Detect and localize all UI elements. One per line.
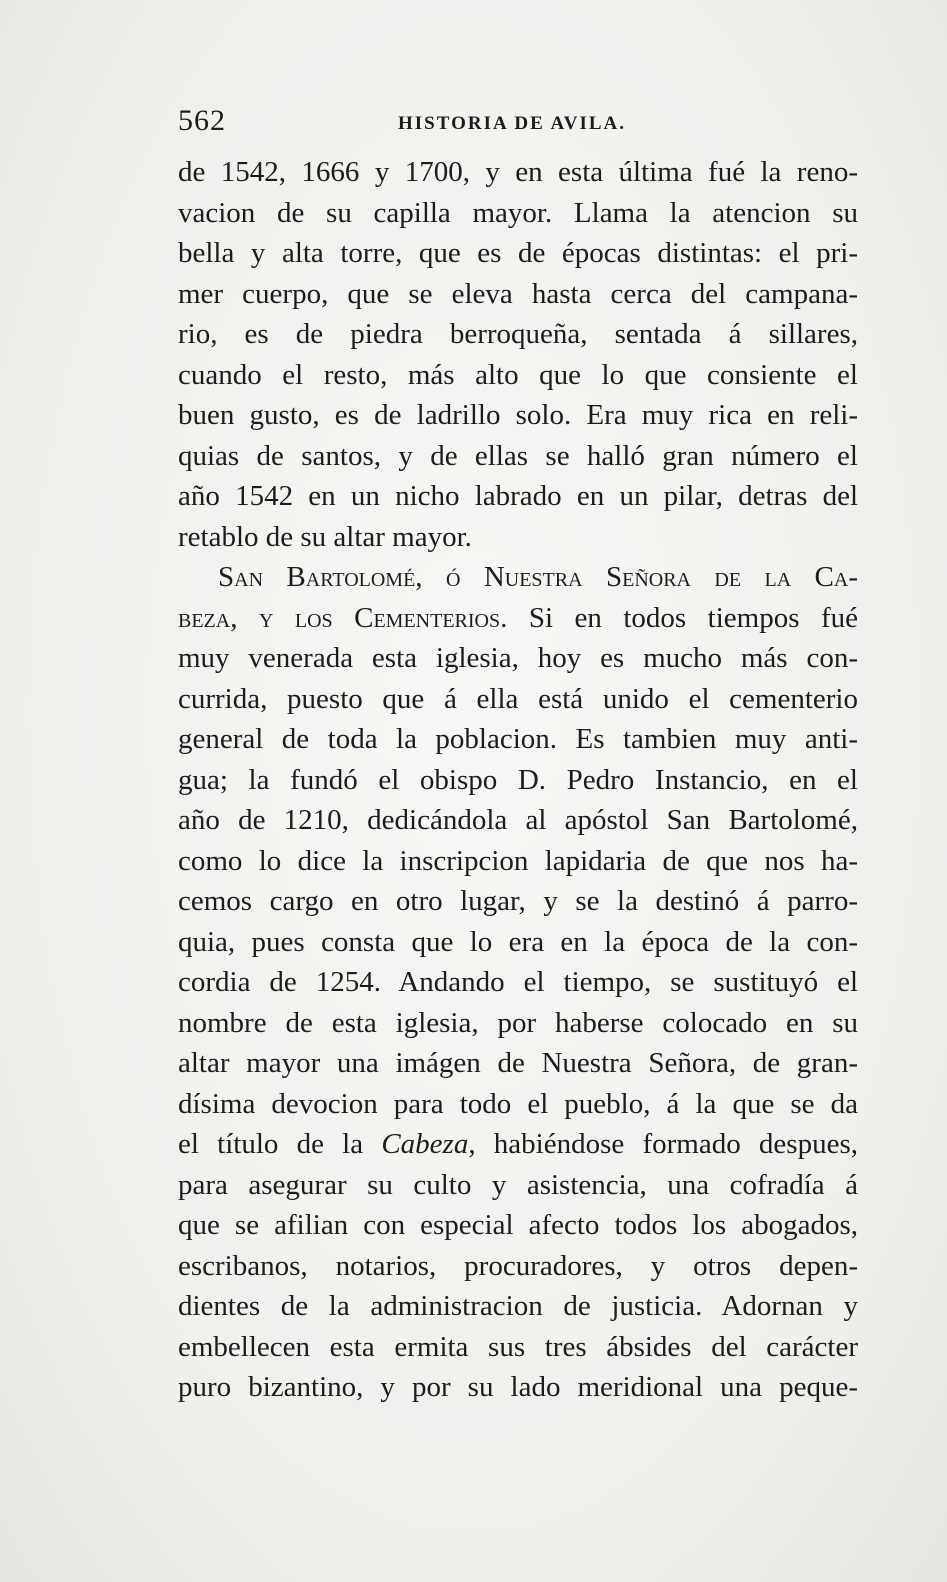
text-line: que se afilian con especial afecto todos los abogados, bbox=[178, 1209, 858, 1241]
text-line: año de 1210, dedicándola al apóstol San Bartolomé, bbox=[178, 804, 858, 836]
text-fragment: , habiéndose formado despues, bbox=[468, 1128, 858, 1160]
text-line: escribanos, notarios, procuradores, y otros depen- bbox=[178, 1249, 858, 1282]
text-line: altar mayor una imágen de Nuestra Señora, de gran- bbox=[178, 1047, 858, 1079]
text-line: vacion de su capilla mayor. Llama la atencion su bbox=[178, 196, 858, 229]
text-line: dísima devocion para todo el pueblo, á la que se da bbox=[178, 1087, 858, 1120]
text-line: como lo dice la inscripcion lapidaria de que nos ha- bbox=[178, 844, 858, 877]
italic-word: Cabeza bbox=[381, 1128, 469, 1160]
text-line: rio, es de piedra berroqueña, sentada á sillares, bbox=[178, 318, 858, 350]
page-number: 562 bbox=[178, 104, 226, 137]
section-heading: San Bartolomé, ó Nuestra Señora de la Ca- bbox=[218, 561, 858, 593]
running-title: HISTORIA DE AVILA. bbox=[398, 113, 627, 134]
text-line bbox=[178, 598, 858, 639]
text-line: cordia de 1254. Andando el tiempo, se sustituyó el bbox=[178, 966, 858, 998]
text-line: muy venerada esta iglesia, hoy es mucho más con- bbox=[178, 642, 858, 674]
text-line: general de toda la poblacion. Es tambien muy anti- bbox=[178, 723, 858, 755]
text-line: cuando el resto, más alto que lo que consiente el bbox=[178, 358, 858, 391]
text-fragment: el título de la bbox=[178, 1128, 382, 1160]
body-text bbox=[178, 152, 858, 1408]
text-line bbox=[178, 1124, 858, 1165]
text-line: de 1542, 1666 y 1700, y en esta última fué la reno- bbox=[178, 156, 858, 188]
text-line: puro bizantino, y por su lado meridional una peque- bbox=[178, 1371, 858, 1403]
text-line: nombre de esta iglesia, por haberse colocado en su bbox=[178, 1006, 858, 1039]
text-line: quia, pues consta que lo era en la época de la con- bbox=[178, 925, 858, 958]
page-header bbox=[178, 104, 858, 144]
text-line: quias de santos, y de ellas se halló gran número el bbox=[178, 439, 858, 472]
text-line: embellecen esta ermita sus tres ábsides del carácter bbox=[178, 1330, 858, 1363]
text-fragment: Si en todos tiempos fué bbox=[528, 601, 859, 634]
text-line: mer cuerpo, que se eleva hasta cerca del campana- bbox=[178, 277, 858, 310]
text-line: currida, puesto que á ella está unido el cementerio bbox=[178, 682, 858, 715]
text-line: dientes de la administracion de justicia. Adornan y bbox=[178, 1290, 858, 1322]
text-line: buen gusto, es de ladrillo solo. Era muy rica en reli- bbox=[178, 399, 858, 431]
text-line: para asegurar su culto y asistencia, una cofradía á bbox=[178, 1168, 858, 1201]
text-line: cemos cargo en otro lugar, y se la destinó á parro- bbox=[178, 885, 858, 917]
text-line: bella y alta torre, que es de épocas distintas: el pri- bbox=[178, 237, 858, 269]
text-line: año 1542 en un nicho labrado en un pilar, detras del bbox=[178, 480, 858, 512]
text-line: gua; la fundó el obispo D. Pedro Instancio, en el bbox=[178, 763, 858, 796]
text-line: retablo de su altar mayor. bbox=[178, 520, 472, 553]
section-heading-cont: beza, y los Cementerios. bbox=[178, 601, 508, 634]
